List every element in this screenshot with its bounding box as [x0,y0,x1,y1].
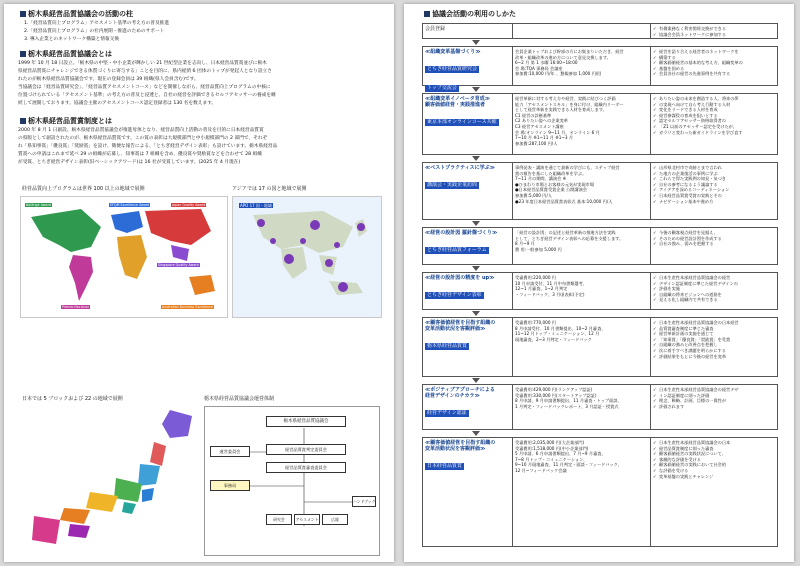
usage-program-title: 変革活動状況を客観評価≫ [425,326,486,332]
caption-org-chart: 栃木県経営品質協議会運営体制 [204,396,275,402]
usage-program-title: 経営デザインのチカラ≫ [425,393,480,399]
usage-benefit-item: ✓ 「Z1 以前のアセッサー認定を受けたが、 [653,124,777,130]
flow-arrow-icon [472,266,480,271]
usage-detail-line: 12 月~フィードバック会議 [515,467,567,473]
usage-row [422,437,778,547]
org-box-right: ハンドブック [352,496,376,507]
usage-benefit-item: ✓ そのための経営設計図を作成する [653,236,777,242]
usage-detail-line: 受審費用:220,000 円 [515,275,556,280]
section-heading-pillars: 栃木県経営品質協議会の活動の柱 [20,10,133,19]
award-tag-efqm: EFQM Excellence Award [110,203,150,207]
usage-program-title: 変革活動状況を客観評価≫ [425,446,486,452]
usage-detail-line: C1 経営の診断基準 [515,112,552,118]
usage-benefit-item: ✓ 自組織の強みと改善点を把握し [653,342,777,348]
usage-benefit-item: ✓ 経営参謀役の育成を狙いとする [653,113,777,119]
usage-row [422,317,778,377]
usage-detail-line: 能力「アセスメントスキル」を身に付け、組織内リーダー [515,101,624,107]
caption-asia-map: アジアでは 17 の国と地域で展開 [232,186,307,192]
usage-detail-line: ●ひまわり市場とお客様の元気が実現市場 [515,181,595,187]
usage-detail-line: 会 場:TQA 事務局 会議室 [515,65,563,71]
usage-detail-line: 11~12 月トップ・ミュニケーション、12 月 [515,331,600,337]
usage-program-title: ≪ベストプラクティスに学ぶ≫ [425,165,495,171]
usage-program-title: とちぎ経営デザイン表彰 [427,292,482,298]
usage-detail-line: 8 月~9 月 [515,241,535,247]
award-tag-baldrige: Baldrige Award [26,203,51,207]
usage-benefit-item: ✓ 日本経営品質賞受賞の実践とその [653,193,777,199]
usage-detail-line: 受審費用:330,000 円(スタートアップ認証) [515,392,597,398]
usage-benefit-item: ✓ 理念、戦略、計画、目標の一貫性が [653,398,777,404]
usage-program-title: ≪経営の設計図の精度を up≫ [425,275,495,281]
usage-program-title: 東京本部オンラインコース共催 [427,119,497,125]
usage-detail-line: 現地審査、2~3 月判定・フィードバック [515,336,592,342]
usage-detail-line: 受審費用:770,000 円 [515,320,556,325]
caption-world-map: 経営品質向上プログラムは世界 100 以上の地域で展開 [22,186,145,192]
award-tag-australia: Australian Business Excellence [162,305,213,309]
usage-detail-line: 12~1 月審査、1~2 月判定 [515,286,568,292]
usage-benefit-item: ✓ 日本生産性本部経営品質協議会の経営デザ [653,387,777,393]
section-heading-about: 栃木県経営品質協議会とは [20,50,112,59]
usage-detail-line: ●日本経営品質賞受賞企業 公開講演会 [515,187,587,193]
usage-benefit-item: ✓ ガラリと変わった新ガイドラインを学び直す [653,130,777,136]
usage-program-title: ≪顧客価値経営を目指す組織の [425,320,496,326]
usage-program-title: とちぎ経営品質研究会 [427,66,478,72]
usage-program-title: ≪組織変革基盤づくり≫ [425,49,481,55]
flow-arrow-icon [472,431,480,436]
usage-program-title: ≪組織変革イノベータ育成≫ [425,96,490,102]
usage-benefits [651,438,779,546]
usage-benefit-item: ✓ 自組織の将来ビジョンへの道筋を [653,292,777,298]
usage-detail-line: C3 経営アセスメント講座 [515,123,564,129]
usage-benefit-item: ✓ 山形県北村市で奇跡とまで言われ [653,165,777,171]
usage-benefit-item: ✓ 品質賞審査制度に準じた審査 [653,326,777,332]
award-tag-singapore: Singapore Quality Award [158,263,199,267]
usage-details [513,273,651,309]
usage-detail-line: 事例発表・講演を通じて最新の学びにも、ステップ経営 [515,165,620,170]
org-box-sub: 広報 [322,514,348,525]
usage-benefits [651,94,779,154]
usage-row [422,227,778,265]
usage-row [422,46,778,91]
about-line: 県経営品質賞にチャレンジできる体質づくりに寄与する」ことを目的に、県内経済 6 団体のトップが発起人となり設立さ [18,69,272,74]
usage-detail-line: として、とちぎ経営デザイン表彰への応募を支援します。 [515,235,624,241]
usage-detail-line: 7~10 月 ※1~11 月 ※1~3 月 [515,135,574,141]
usage-detail-line: 改革・組織改革の進め方について意見交換します。 [515,54,611,60]
usage-detail-line: 7~11 月の期間、講演会 ※ [515,176,567,182]
caption-japan-map: 日本では 5 ブロックおよび 22 の地域で展開 [22,396,123,402]
usage-detail-line: 会員企業トップおよび幹部の方にお集まりいただき、経営 [515,49,624,54]
usage-benefit-item: ✓ 評価結果をもとに今後の経営を変革 [653,354,777,360]
usage-benefit-item: ✓ 協議会会員ネットワークに参加する [653,32,777,38]
award-tag-premio: Premio Nacional [62,305,89,309]
usage-benefit-item: ✓ 認定セルフアセッサー資格取得者の [653,118,777,124]
usage-program [423,228,513,264]
usage-details [513,438,651,546]
asia-map-image [232,196,382,318]
usage-detail-line: 9~10 月現地審査、11 月判定・面談・フィードバック、 [515,462,622,468]
usage-benefit-item: ✓ 「知事賞」「優良賞」「奨励賞」を受賞 [653,337,777,343]
usage-benefit-item: ✓ 会員各社の経営の先進事例を共有する [653,71,777,77]
usage-detail-line: 参加費:287,100 円/人 [515,140,558,146]
usage-detail-line: 7~8 月トップ・コミュニケーション、 [515,456,588,462]
usage-benefit-item: ✓ 今後の顧客視点経営を見据え、 [653,230,777,236]
usage-program [423,385,513,429]
usage-benefits [651,385,779,429]
flow-arrow-icon [472,156,480,161]
world-map-image [20,196,228,318]
usage-program [423,24,513,38]
award-line: れ「県知事賞」「優良賞」「奨励賞」を設け、簡便な報告による、「とちぎ経営デザイン表彰」も設けています。栃木県経営品 [18,144,278,149]
usage-benefit-item: ✓ た地方の企業復活の事例に学ぶ [653,171,777,177]
usage-benefit-item: ✓ の実現へ向けて自ら考え行動する人材 [653,102,777,108]
usage-detail-line: 「経営の設計図」の記述と経営革新の推進方法を実践 [515,230,616,235]
usage-benefit-item: ✓ 自社の強み、弱みを把握する [653,241,777,247]
usage-benefits [651,228,779,264]
usage-detail-line: 受審費用:429,000 円(ランクアップ認証) [515,387,593,392]
about-line: 位置づけられている「アセスメント基準」の考え方の普及と浸透と、自社の経営を評価できるセルフアセッサーの養成を継 [18,93,276,98]
award-line: が受賞、とちぎ経営デザイン表彰(旧ベーシックアワード)は 16 社が受賞しています。(2025 年 4 月現在) [18,160,241,165]
usage-program-title: ≪経営の設計図 羅針盤づくり≫ [425,230,498,236]
award-tag-japan: Japan Quality Award [172,203,206,207]
usage-benefit-item: ✓ 評価されます [653,404,777,410]
org-box-judging: 経営品質賞判定委員会 [266,444,346,455]
usage-program [423,94,513,154]
org-chart [204,406,380,556]
usage-benefit-item: ✓ 自社の参考になるよう議論する [653,182,777,188]
flow-arrow-icon [472,311,480,316]
usage-benefit-item: ✓ 有償業務なく利害関係交換ができる [653,26,777,32]
usage-detail-line: として経営革新を実践できる人材を育成します。 [515,107,607,113]
usage-benefit-item: ✓ 変革基盤の実践とチャレンジ [653,474,777,480]
about-line: れたのが栃木県経営品質協議会です。現在の登録会員は 39 組織(県人会員含む)です。 [18,77,199,82]
usage-program-title: ≪ポジティブアプローチによる [425,387,495,393]
usage-benefit-item: ✓ 経営を語り合える経営者のネットワークを [653,49,777,55]
usage-row [422,23,778,39]
award-line: の県版として創設されたのが、栃木県経営品質賞です。この賞の表彰は大規模部門と中小規模部門の 2 部門で、それぞ [18,136,268,141]
usage-detail-line: 受審費用:1,518,000 円(中小企業部門) [515,445,589,451]
flow-arrow-icon [472,378,480,383]
usage-benefit-item: ✓ 日本生産性本部経営品質協議会の日本経営 [653,320,777,326]
usage-benefits [651,318,779,376]
about-text [18,60,384,108]
usage-detail-line: 8 月申請受付、10 月書類提出、10~2 月審査、 [515,325,606,331]
usage-program-title: とちぎ経営品質フォーラム [427,247,487,253]
pillars-list [24,20,374,44]
pillar-item: 2.「経営品質向上プログラム」の社内展開・推進のためのサポート [24,29,165,34]
usage-benefits [651,163,779,219]
usage-detail-line: 6~2 月 第 1 水曜 16:00~18:00 [515,60,578,66]
usage-benefit-item: ✓ 基盤を固める [653,66,777,72]
flow-arrow-icon [472,87,480,92]
usage-benefit-item: ✓ ナビゲーション基本や進め方 [653,199,777,205]
usage-program [423,438,513,546]
usage-benefit-item: ✓ ありたい姿の未来を創造する人、将来の夢 [653,96,777,102]
usage-detail-line: 5 月申請、6 月申請書類提出、7 月~9 月審査、 [515,451,606,457]
usage-program-title: 経営デザイン認証 [427,410,467,416]
org-box-sub: 研究会 [266,514,292,525]
usage-program-title: 講演会・実践企業訪問 [427,182,478,188]
usage-details [513,163,651,219]
usage-benefit-item: ✓ 顧客価値経営の基本的な考え方、組織変革の [653,60,777,66]
about-line: 当協議会は「経営品質研究会」、「経営品質アセスメントコース」などを開催しながら、経営品質向上プログラムの中核に [18,85,271,90]
org-box-sub: アセスメント [294,514,320,525]
pillar-item: 3. 導入企業とのネットワーク構築と情報交換 [24,37,120,42]
usage-benefit-item: ✓ 日本生産性本部経営品質協議会の経営 [653,275,777,281]
usage-row [422,162,778,220]
usage-details [513,318,651,376]
usage-benefit-item: ✓ アイデアを深めるコーディネーション [653,187,777,193]
usage-detail-line: 経営革新に対する考え方や経営、実践に結びつく評価 [515,96,616,101]
award-line: 2000 年 8 月 1 日創設。栃木県経営品質協議会が推進母体となり、経営品質向上活動の普及を目的に日本経営品質賞 [18,128,264,133]
usage-benefits [651,273,779,309]
about-line: 続して展開しております。協議会主催のアセスメントコース認定登録者は 130 名を数えます。 [18,101,217,106]
usage-detail-line: 受審費用:2,035,000 円(大企業部門) [515,440,585,445]
usage-benefit-item: ✓ 評価を実施 [653,286,777,292]
usage-benefit-item: ✓ 見える化し組織内で共有できる [653,297,777,303]
org-box-top: 栃木県経営品質協議会 [266,416,346,427]
usage-program-title: 日本経営品質賞 [427,463,463,469]
usage-program-title: 会員登録 [425,26,446,32]
flow-arrow-icon [472,40,480,45]
usage-row [422,272,778,310]
award-text [18,127,384,167]
usage-detail-line: 10 月申請受付、11 月中旬書類選考、 [515,280,587,286]
usage-program-title: 顧客価値経営・実践推進者 [425,102,486,108]
org-box-committee: 運営委員会 [210,446,250,457]
usage-benefit-item: ✓ 経営品質賞制度に則った審査 [653,446,777,452]
org-box-secretariat: 事務局 [210,480,250,491]
usage-detail-line: 1 月判定・フィードバックレポート、3 月認証・授賞式 [515,403,619,409]
about-line: 1999 年 10 月 18 日設立。「栃木県の中堅・中小企業が輝かしい 21 世紀型企業を志向し、日本経営品質賞並びに栃木 [18,61,267,66]
section-heading-award: 栃木県経営品質賞制度とは [20,117,112,126]
award-line: 質賞への申請はこれまで延べ 29 の組織が応募し、知事賞は 7 組織を含め、優良賞や奨励賞などを合わせて 28 組織 [18,152,262,157]
usage-row [422,384,778,430]
usage-program [423,47,513,91]
usage-details [513,47,651,85]
usage-detail-line: 会 場:オンライン 9~11 月、オンライン 6 月 [515,129,600,135]
usage-program [423,273,513,309]
usage-benefit-item: ✓ これらで得た実践例の知見・気づき [653,176,777,182]
usage-benefit-item: ✓ 顧客価値経営の実践において社会的 [653,462,777,468]
usage-benefit-item: ✓ 顧客価値経営の実践状況について、 [653,451,777,457]
usage-benefit-item: ✓ 変化をリードできる人材を育成 [653,107,777,113]
usage-program-badge: トップ交流会 [427,85,457,91]
section-heading-usage: 協議会活動の利用のしかた [424,10,516,19]
asia-map-tag: APO 17 国・地域 [240,203,272,208]
usage-benefit-item: ✓ 日本生産性本部経営品質協議会の日本 [653,440,777,446]
usage-benefits [651,24,779,38]
usage-row [422,93,778,155]
usage-detail-line: 賞の報告を基にした組織改革を学ぶ。 [515,170,587,176]
usage-benefit-item: ✓ イン認証制度に則った評価 [653,393,777,399]
usage-program-title: ≪顧客価値経営を目指す組織の [425,440,496,446]
usage-detail-line: ・フィードバック、3 月頃表彰(予定) [515,291,585,297]
left-page [4,4,394,562]
flow-arrow-icon [472,221,480,226]
usage-detail-line: ●23 年度日本経営品質賞表彰式 基本:10,000 円/人 [515,198,613,204]
org-box-review: 経営品質賞審査委員会 [266,462,346,473]
usage-benefit-item: ✓ な評価を受ける [653,468,777,474]
usage-details [513,24,651,38]
usage-benefit-item: ✓ 客観的な評価を受ける [653,457,777,463]
usage-detail-line: 8 月申請、9 月申請書類提出、11 月審査・トップ面談、 [515,398,622,404]
usage-benefit-item: ✓ 次に着手すべき課題を明らかにする [653,348,777,354]
usage-detail-line: 参加費:5,000 円/人 [515,192,553,198]
usage-program [423,163,513,219]
usage-details [513,94,651,154]
usage-details [513,385,651,429]
japan-map-image [20,406,196,556]
usage-details [513,228,651,264]
usage-program [423,318,513,376]
usage-program-title: 栃木県経営品質賞 [427,343,468,349]
right-page [404,4,794,562]
usage-benefit-item: ✓ デザイン認証制度に準じた経営デザインの [653,281,777,287]
usage-benefits [651,47,779,85]
usage-detail-line: C2 ありたい姿への企業変革 [515,118,568,124]
usage-benefit-item: ✓ 経営革新計画の実施を通じて [653,331,777,337]
usage-benefit-item: ✓ 構築する [653,55,777,61]
pillar-item: 1.「経営品質向上プログラム」アセスメント基準の考え方の普及推進 [24,21,170,26]
usage-detail-line: 費 用:一般参加 5,000 円 [515,246,562,252]
usage-detail-line: 参加費:10,000 円/年 、懇親参加 1,000 円/回 [515,71,602,77]
